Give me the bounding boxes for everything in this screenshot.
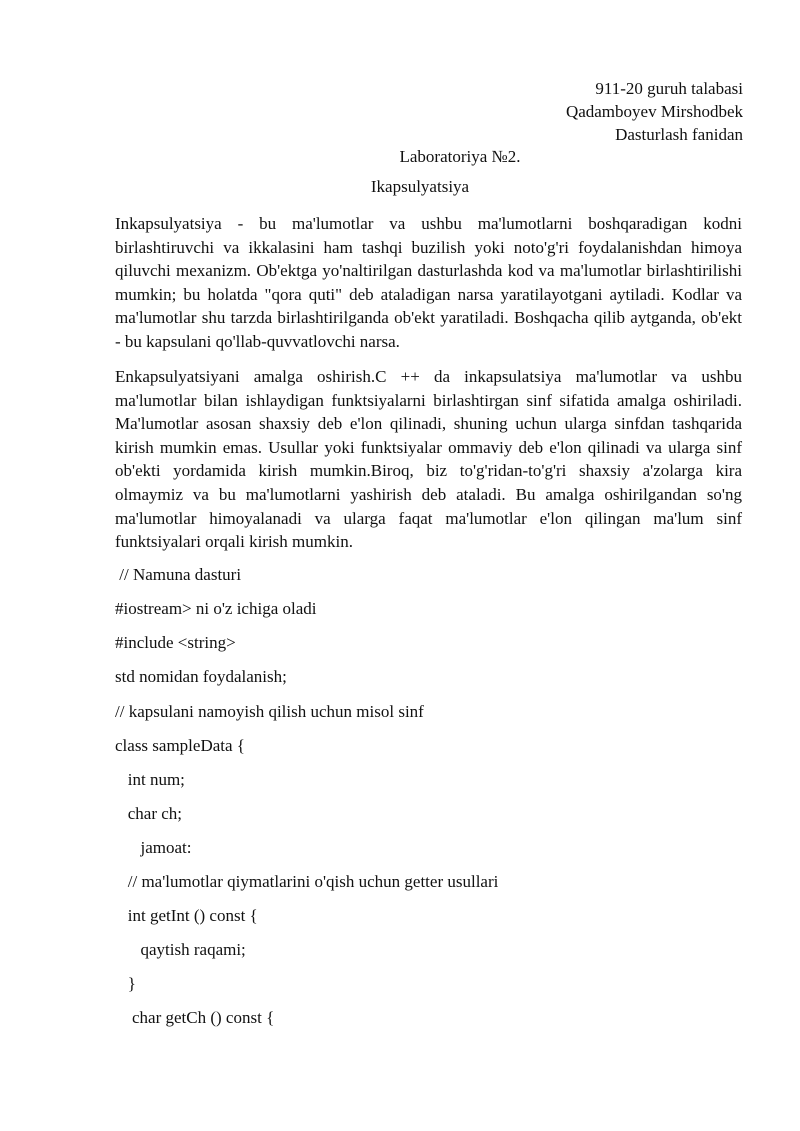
code-line: #iostream> ni o'z ichiga oladi [115, 599, 317, 618]
paragraph-implementation: Enkapsulyatsiyani amalga oshirish.C ++ da inkapsulatsiya ma'lumotlar va ushbu ma'lumotlar bilan ishlaydigan funktsiyalarni birlashtirgan sinf sifatida amalga oshiriladi. Ma'lumotlar asosan shaxsiy deb e'lon qilinadi, shuning uchun ularga sinfdan tashqarida kirish mumkin emas. Usullar yoki funktsiyalar ommaviy deb e'lon qilinadi va ularga sinf ob'ekti yordamida kirish mumkin.Biroq, biz to'g'ridan-to'g'ri shaxsiy a'zolarga kira olmaymiz va bu ma'lumotlarni yashirish deb ataladi. Bu amalga oshirilgandan so'ng ma'lumotlar himoyalanadi va ularga faqat ma'lumotlar e'lon qilingan ma'lum sinf funktsiyalari orqali kirish mumkin. [115, 367, 742, 552]
code-line: // Namuna dasturi [115, 565, 242, 584]
code-line: std nomidan foydalanish; [115, 667, 287, 686]
code-line: jamoat: [115, 838, 192, 857]
header-group: 911-20 guruh talabasi [595, 79, 743, 98]
code-line: } [115, 974, 136, 993]
header-subject: Dasturlash fanidan [615, 125, 743, 144]
code-line: #include <string> [115, 633, 236, 652]
header-student-name: Qadamboyev Mirshodbek [565, 102, 743, 121]
code-line: char getCh () const { [115, 1008, 275, 1027]
paragraph-definition: Inkapsulyatsiya - bu ma'lumotlar va ushbu ma'lumotlarni boshqaradigan kodni birlashtiruvchi va ikkalasini ham tashqi buzilish yoki noto'g'ri foydalanishdan himoya qiluvchi mexanizm. Ob'ektga yo'naltirilgan dasturlashda kod va ma'lumotlar birlashtirilishi mumkin; bu holatda "qora quti" deb ataladigan narsa yaratilayotgani aytiladi. Kodlar va ma'lumotlar shu tarzda birlashtirilganda ob'ekt yaratiladi. Boshqacha qilib aytganda, ob'ekt - bu kapsulani qo'llab-quvvatlovchi narsa. [115, 214, 742, 351]
lab-title: Laboratoriya №2. [399, 147, 521, 166]
code-line: // ma'lumotlar qiymatlarini o'qish uchun getter usullari [115, 872, 499, 891]
code-line: qaytish raqami; [115, 940, 246, 959]
code-line: int num; [115, 770, 185, 789]
code-line: char ch; [115, 804, 183, 823]
topic-title: Ikapsulyatsiya [370, 177, 470, 196]
code-line: int getInt () const { [115, 906, 258, 925]
code-line: class sampleData { [115, 736, 245, 755]
code-line: // kapsulani namoyish qilish uchun misol sinf [115, 702, 424, 721]
